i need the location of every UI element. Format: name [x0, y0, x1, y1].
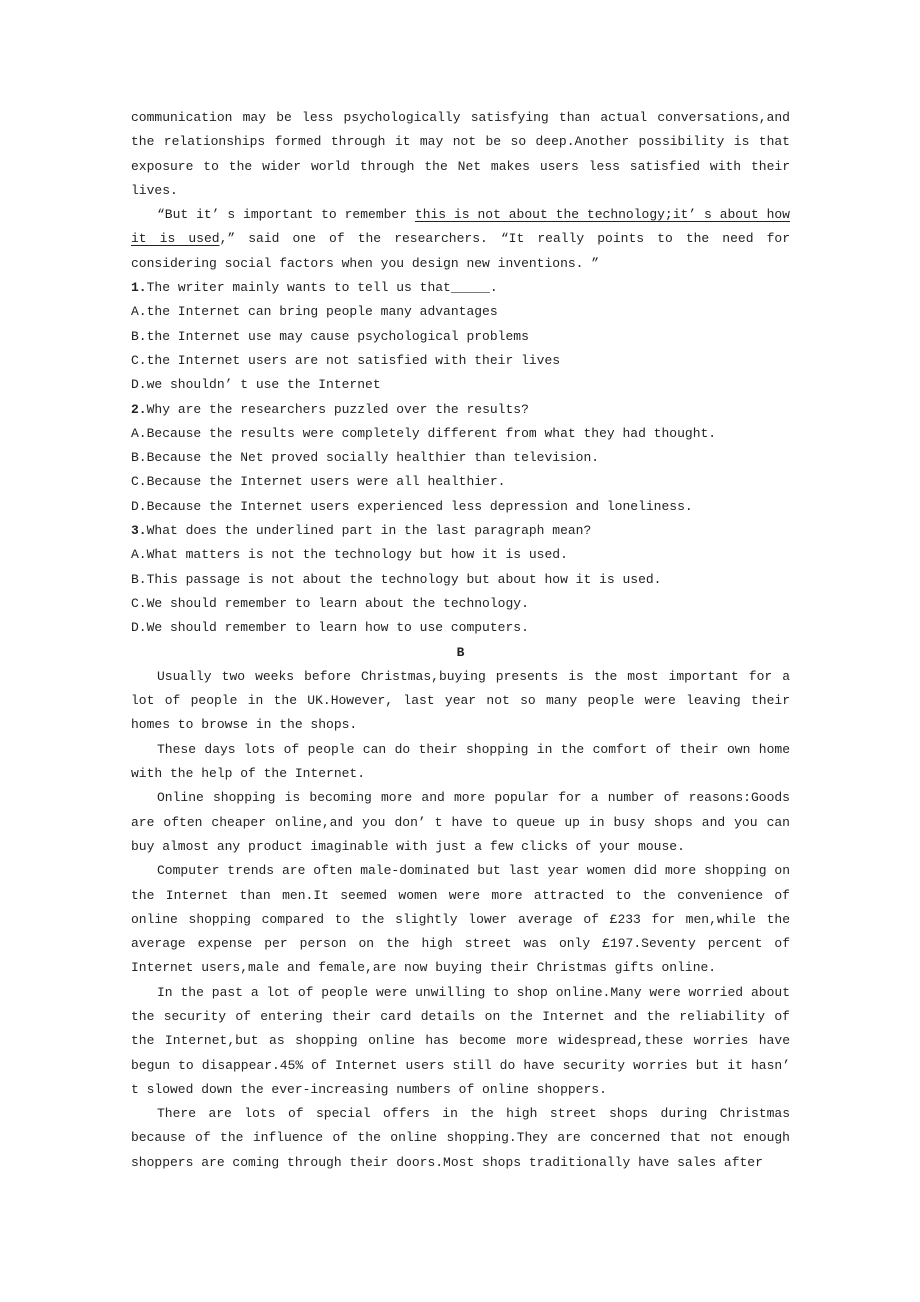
underlined-phrase: this is not about the technology;it’ s about how it is used	[131, 207, 790, 247]
question-1-option-c: C.the Internet users are not satisfied with their lives	[131, 352, 561, 368]
question-3-option-d: D.We should remember to learn how to use computers.	[131, 620, 529, 636]
paragraph-quote	[131, 203, 790, 276]
question-3-option-b: B.This passage is not about the technology but about how it is used.	[131, 571, 662, 587]
question-2-option-d: D.Because the Internet users experienced less depression and loneliness.	[131, 498, 693, 514]
question-2-stem	[131, 398, 790, 422]
question-1-option-a: A.the Internet can bring people many advantages	[131, 304, 498, 320]
quote-text-after: ,” said one of the researchers. “It really points to the need for considering social factors when you design new inventions. ”	[131, 231, 790, 271]
question-1-option-b: B.the Internet use may cause psychological problems	[131, 328, 529, 344]
question-1-option-d: D.we shouldn’ t use the Internet	[131, 377, 381, 393]
paragraph-passage-a-continuation: communication may be less psychologically satisfying than actual conversations,and the relationships formed through it may not be so deep.Another possibility is that exposure to the wider world through the Net makes users less satisfied with their lives.	[131, 110, 790, 198]
question-1	[131, 276, 790, 397]
question-2-stem-text: Why are the researchers puzzled over the results?	[146, 401, 529, 417]
question-2-option-a: A.Because the results were completely different from what they had thought.	[131, 425, 717, 441]
section-b-paragraph-2: These days lots of people can do their shopping in the comfort of their own home with the help of the Internet.	[131, 741, 790, 782]
question-3-stem-text: What does the underlined part in the last paragraph mean?	[146, 523, 592, 539]
document-content	[131, 106, 790, 1175]
question-2	[131, 398, 790, 519]
section-b-heading: B	[456, 644, 465, 660]
question-3	[131, 519, 790, 640]
section-b-paragraph-5: In the past a lot of people were unwilling to shop online.Many were worried about the security of entering their card details on the Internet and the reliability of the Internet,but as shopping online has become more widespread,these worries have begun to disappear.45% of Internet users still do have security worries but it hasn’ t slowed down the ever-increasing numbers of online shoppers.	[131, 984, 790, 1097]
question-3-number: 3.	[131, 523, 147, 539]
question-3-stem	[131, 519, 790, 543]
question-2-option-b: B.Because the Net proved socially healthier than television.	[131, 450, 600, 466]
section-b-paragraph-4: Computer trends are often male-dominated but last year women did more shopping on the Internet than men.It seemed women were more attracted to the convenience of online shopping compared to the slightly lower average of £233 for men,while the average expense per person on the high street was only £197.Seventy percent of Internet users,male and female,are now buying their Christmas gifts online.	[131, 863, 790, 976]
section-b-paragraph-6: There are lots of special offers in the high street shops during Christmas because of the influence of the online shopping.They are concerned that not enough shoppers are coming through their doors.Most shops traditionally have sales after	[131, 1106, 790, 1170]
question-3-option-c: C.We should remember to learn about the technology.	[131, 595, 529, 611]
section-b-paragraph-3: Online shopping is becoming more and more popular for a number of reasons:Goods are often cheaper online,and you don’ t have to queue up in busy shops and you can buy almost any product imaginable with just a few clicks of your mouse.	[131, 790, 790, 854]
question-1-stem	[131, 276, 790, 300]
section-b-paragraph-1: Usually two weeks before Christmas,buying presents is the most important for a lot of people in the UK.However, last year not so many people were leaving their homes to browse in the shops.	[131, 668, 790, 733]
question-3-option-a: A.What matters is not the technology but how it is used.	[131, 547, 568, 563]
question-1-number: 1.	[131, 280, 147, 296]
quote-text-before: “But it’ s important to remember	[157, 207, 415, 223]
question-1-stem-text: The writer mainly wants to tell us that_____.	[146, 280, 498, 296]
question-2-number: 2.	[131, 401, 147, 417]
question-2-option-c: C.Because the Internet users were all healthier.	[131, 474, 506, 490]
